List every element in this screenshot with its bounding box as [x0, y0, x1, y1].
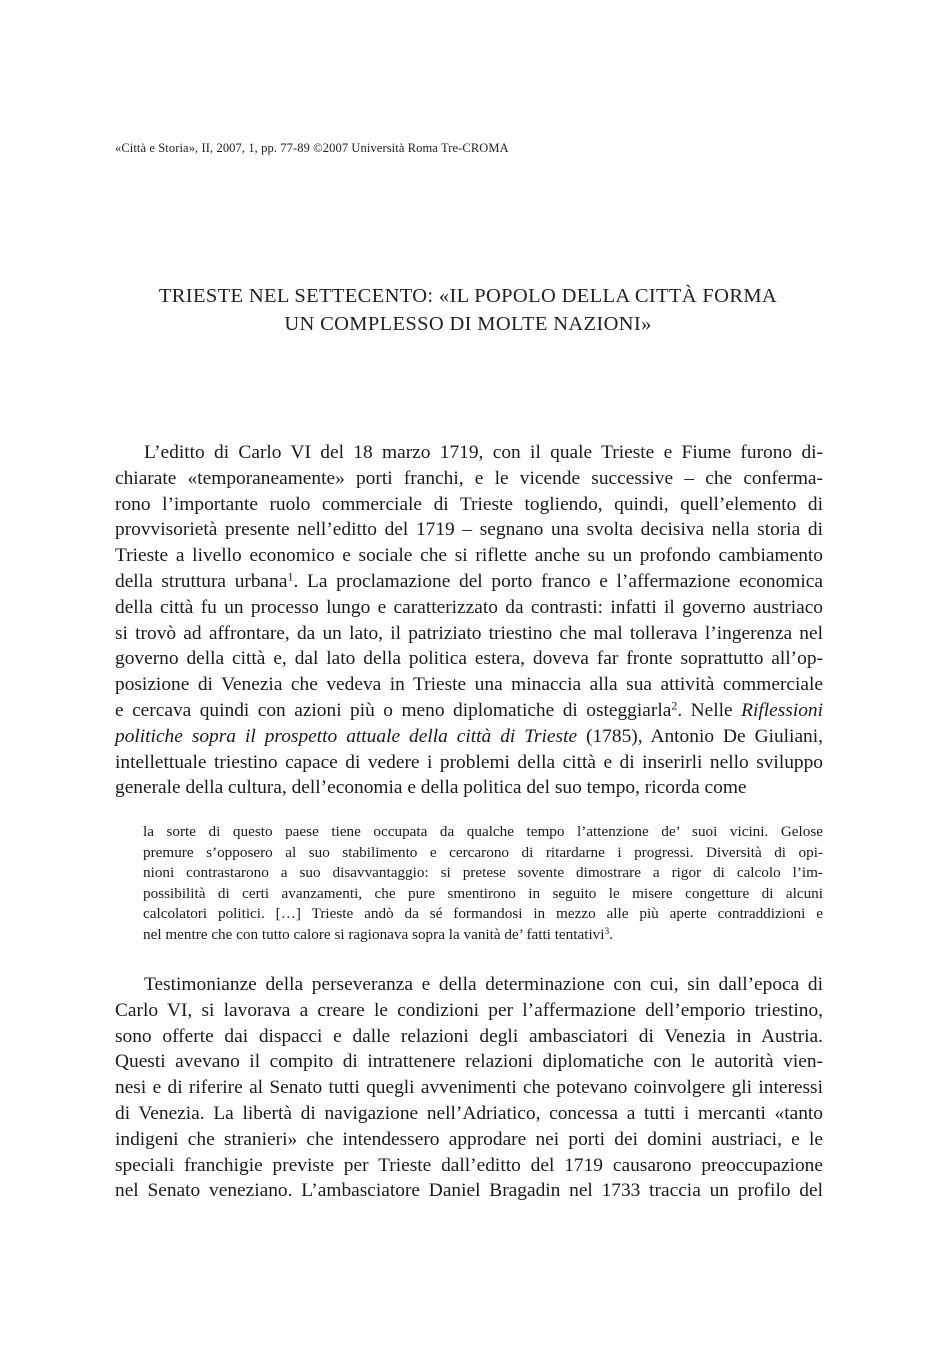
text-line: rono l’importante ruolo commerciale di Trieste togliendo, quindi, quell’elemento di	[115, 493, 823, 515]
text-segment: (1785), Antonio De Giuliani,	[577, 725, 823, 747]
text-line: Testimonianze della perseveranza e della determinazione con cui, sin dall’epoca di	[144, 974, 823, 995]
text-segment: .	[609, 925, 613, 943]
footnote-ref-1[interactable]: 1	[287, 569, 294, 584]
text-line: Carlo VI, si lavorava a creare le condizioni per l’affermazione dell’emporio triestino,	[115, 999, 823, 1021]
text-segment: . Nelle	[677, 699, 742, 721]
text-line: sono offerte dai dispacci e dalle relazioni degli ambasciatori di Venezia in Austria.	[115, 1025, 823, 1047]
text-segment: e cercava quindi con azioni più o meno diplomatiche di osteggiarla	[115, 699, 672, 721]
quote-line: la sorte di questo paese tiene occupata da qualche tempo l’attenzione de’ suoi vicini. Gelose	[143, 823, 823, 840]
text-line: si trovò ad affrontare, da un lato, il patriziato triestino che mal tollerava l’ingerenza nel	[115, 622, 823, 644]
paragraph-2	[115, 972, 823, 1204]
text-line: nesi e di riferire al Senato tutti quegli avvenimenti che potevano coinvolgere gli interessi	[115, 1077, 823, 1099]
journal-citation: «Città e Storia», II, 2007, 1, pp. 77-89 ©2007 Università Roma Tre-CROMA	[115, 141, 509, 155]
text-line: speciali franchigie previste per Trieste dall’editto del 1719 causarono preoccupazione	[115, 1154, 823, 1176]
text-line: governo della città e, dal lato della politica estera, doveva far fronte soprattutto all’op-	[115, 648, 823, 670]
text-segment: nel mentre che con tutto calore si ragionava sopra la vanità de’ fatti tentativi	[143, 925, 605, 943]
text-line	[115, 569, 823, 595]
text-line: L’editto di Carlo VI del 18 marzo 1719, con il quale Trieste e Fiume furono di-	[144, 442, 823, 463]
article-title	[100, 282, 836, 338]
text-line: nel Senato veneziano. L’ambasciatore Daniel Bragadin nel 1733 traccia un profilo del	[115, 1180, 823, 1202]
quote-line: nioni contrastarono a suo disavvantaggio: si pretese sovente dimostrare a rigor di calcolo l’im-	[143, 864, 823, 882]
text-line: provvisorietà presente nell’editto del 1719 – segnano una svolta decisiva nella storia di	[115, 519, 823, 541]
text-line	[115, 698, 823, 724]
quote-line	[143, 925, 823, 946]
work-title-italic: Riflessioni	[741, 699, 823, 721]
text-line: della città fu un processo lungo e caratterizzato da contrasti: infatti il governo austriaco	[115, 596, 823, 618]
text-line	[115, 724, 823, 750]
block-quote	[143, 822, 823, 946]
work-title-italic: politiche sopra il prospetto attuale della città di Trieste	[115, 725, 578, 747]
text-line: posizione di Venezia che vedeva in Trieste una minaccia alla sua attività commerciale	[115, 674, 823, 696]
paragraph-1	[115, 440, 823, 801]
quote-line: calcolatori politici. […] Trieste andò da sé formandosi in mezzo alle più aperte contraddizioni e	[143, 905, 823, 923]
text-line: di Venezia. La libertà di navigazione nell’Adriatico, concessa a tutti i mercanti «tanto	[115, 1102, 823, 1124]
text-line: intellettuale triestino capace di vedere i problemi della città e di inserirli nello sviluppo	[115, 751, 823, 773]
text-line: Trieste a livello economico e sociale che si riflette anche su un profondo cambiamento	[115, 545, 823, 567]
text-line: chiarate «temporaneamente» porti franchi, e le vicende successive – che conferma-	[115, 467, 823, 489]
footnote-ref-3[interactable]: 3	[604, 926, 610, 937]
footnote-ref-2[interactable]: 2	[671, 698, 678, 713]
article-title-line-2: UN COMPLESSO DI MOLTE NAZIONI»	[284, 313, 652, 335]
text-line: generale della cultura, dell’economia e della politica del suo tempo, ricorda come	[115, 777, 747, 799]
article-title-line-1: TRIESTE NEL SETTECENTO: «IL POPOLO DELLA CITTÀ FORMA	[158, 285, 778, 307]
quote-line: possibilità di certi avanzamenti, che pure smentirono in seguito le misere congetture di alcuni	[143, 884, 823, 902]
text-segment: . La proclamazione del porto franco e l’affermazione economica	[293, 570, 823, 592]
text-line: Questi avevano il compito di intrattenere relazioni diplomatiche con le autorità vien-	[115, 1051, 823, 1073]
quote-line: premure s’opposero al suo stabilimento e cercarono di ritardarne i progressi. Diversità di opi-	[143, 843, 823, 861]
text-line: indigeni che stranieri» che intendessero approdare nei porti dei domini austriaci, e le	[115, 1128, 823, 1150]
text-segment: della struttura urbana	[115, 570, 288, 592]
